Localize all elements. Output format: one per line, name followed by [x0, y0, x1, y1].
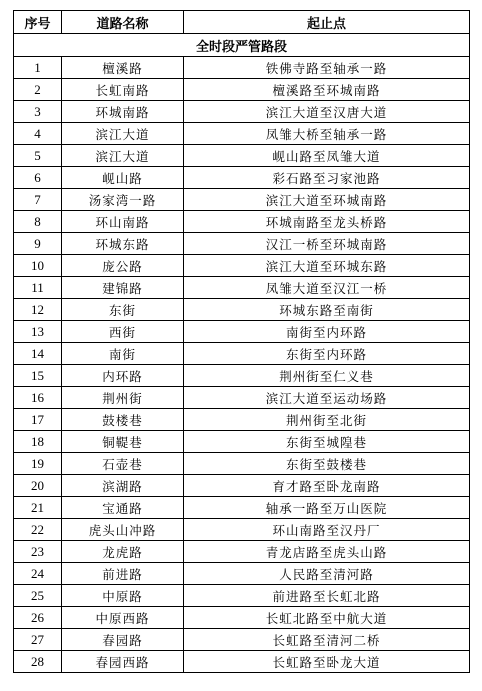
table-row	[14, 629, 470, 651]
table-row	[14, 79, 470, 101]
table-row	[14, 563, 470, 585]
road-name: 前进路	[62, 563, 184, 585]
road-name: 东街	[62, 299, 184, 321]
row-index: 26	[14, 607, 62, 629]
start-end-point: 荆州街至仁义巷	[184, 365, 470, 387]
row-index: 4	[14, 123, 62, 145]
header-index: 序号	[14, 11, 62, 34]
row-index: 8	[14, 211, 62, 233]
road-name: 南街	[62, 343, 184, 365]
start-end-point: 凤雏大道至汉江一桥	[184, 277, 470, 299]
row-index: 16	[14, 387, 62, 409]
start-end-point: 滨江大道至运动场路	[184, 387, 470, 409]
row-index: 7	[14, 189, 62, 211]
table-row	[14, 409, 470, 431]
road-name: 鼓楼巷	[62, 409, 184, 431]
row-index: 12	[14, 299, 62, 321]
start-end-point: 长虹北路至中航大道	[184, 607, 470, 629]
table-row	[14, 145, 470, 167]
table-row	[14, 321, 470, 343]
road-name: 滨江大道	[62, 123, 184, 145]
row-index: 27	[14, 629, 62, 651]
row-index: 19	[14, 453, 62, 475]
start-end-point: 人民路至清河路	[184, 563, 470, 585]
road-name: 宝通路	[62, 497, 184, 519]
table-row	[14, 519, 470, 541]
start-end-point: 南街至内环路	[184, 321, 470, 343]
row-index: 25	[14, 585, 62, 607]
row-index: 5	[14, 145, 62, 167]
row-index: 21	[14, 497, 62, 519]
start-end-point: 前进路至长虹北路	[184, 585, 470, 607]
road-name: 檀溪路	[62, 57, 184, 79]
row-index: 15	[14, 365, 62, 387]
road-name: 内环路	[62, 365, 184, 387]
row-index: 22	[14, 519, 62, 541]
row-index: 23	[14, 541, 62, 563]
start-end-point: 东街至内环路	[184, 343, 470, 365]
road-name: 滨湖路	[62, 475, 184, 497]
table-body	[14, 57, 470, 673]
start-end-point: 青龙店路至虎头山路	[184, 541, 470, 563]
table-row	[14, 607, 470, 629]
start-end-point: 汉江一桥至环城南路	[184, 233, 470, 255]
road-name: 长虹南路	[62, 79, 184, 101]
start-end-point: 长虹路至卧龙大道	[184, 651, 470, 673]
section-row	[14, 34, 470, 57]
start-end-point: 岘山路至凤雏大道	[184, 145, 470, 167]
row-index: 14	[14, 343, 62, 365]
start-end-point: 檀溪路至环城南路	[184, 79, 470, 101]
table-row	[14, 167, 470, 189]
table-row	[14, 277, 470, 299]
row-index: 20	[14, 475, 62, 497]
header-row	[14, 11, 470, 34]
road-name: 中原路	[62, 585, 184, 607]
row-index: 13	[14, 321, 62, 343]
row-index: 28	[14, 651, 62, 673]
start-end-point: 凤雏大桥至轴承一路	[184, 123, 470, 145]
road-name: 西街	[62, 321, 184, 343]
start-end-point: 东街至鼓楼巷	[184, 453, 470, 475]
road-name: 滨江大道	[62, 145, 184, 167]
start-end-point: 滨江大道至汉唐大道	[184, 101, 470, 123]
road-name: 建锦路	[62, 277, 184, 299]
start-end-point: 铁佛寺路至轴承一路	[184, 57, 470, 79]
header-start-end: 起止点	[184, 11, 470, 34]
table-row	[14, 497, 470, 519]
road-name: 庞公路	[62, 255, 184, 277]
start-end-point: 滨江大道至环城东路	[184, 255, 470, 277]
section-header	[14, 34, 470, 57]
table-row	[14, 123, 470, 145]
row-index: 10	[14, 255, 62, 277]
road-name: 石壶巷	[62, 453, 184, 475]
row-index: 3	[14, 101, 62, 123]
table-row	[14, 431, 470, 453]
row-index: 11	[14, 277, 62, 299]
start-end-point: 育才路至卧龙南路	[184, 475, 470, 497]
start-end-point: 荆州街至北街	[184, 409, 470, 431]
row-index: 9	[14, 233, 62, 255]
road-name: 春园路	[62, 629, 184, 651]
row-index: 2	[14, 79, 62, 101]
start-end-point: 长虹路至清河二桥	[184, 629, 470, 651]
table-header	[14, 11, 470, 34]
row-index: 6	[14, 167, 62, 189]
table-row	[14, 541, 470, 563]
table-row	[14, 343, 470, 365]
start-end-point: 环山南路至汉丹厂	[184, 519, 470, 541]
road-name: 环山南路	[62, 211, 184, 233]
table-row	[14, 475, 470, 497]
road-name: 环城东路	[62, 233, 184, 255]
table-row	[14, 57, 470, 79]
road-name: 虎头山冲路	[62, 519, 184, 541]
road-table-sheet	[13, 10, 469, 673]
table-row	[14, 651, 470, 673]
table-row	[14, 453, 470, 475]
road-name: 环城南路	[62, 101, 184, 123]
row-index: 18	[14, 431, 62, 453]
section-title: 全时段严管路段	[14, 34, 470, 57]
road-name: 铜鞮巷	[62, 431, 184, 453]
start-end-point: 轴承一路至万山医院	[184, 497, 470, 519]
table-row	[14, 255, 470, 277]
table-row	[14, 101, 470, 123]
road-name: 汤家湾一路	[62, 189, 184, 211]
table-row	[14, 299, 470, 321]
table-row	[14, 365, 470, 387]
road-name: 龙虎路	[62, 541, 184, 563]
table-row	[14, 387, 470, 409]
table-row	[14, 233, 470, 255]
strict-control-road-table	[13, 10, 470, 673]
start-end-point: 东街至城隍巷	[184, 431, 470, 453]
table-row	[14, 189, 470, 211]
table-row	[14, 585, 470, 607]
header-road-name: 道路名称	[62, 11, 184, 34]
road-name: 岘山路	[62, 167, 184, 189]
start-end-point: 环城南路至龙头桥路	[184, 211, 470, 233]
start-end-point: 彩石路至习家池路	[184, 167, 470, 189]
row-index: 1	[14, 57, 62, 79]
start-end-point: 滨江大道至环城南路	[184, 189, 470, 211]
road-name: 荆州街	[62, 387, 184, 409]
row-index: 24	[14, 563, 62, 585]
road-name: 春园西路	[62, 651, 184, 673]
table-row	[14, 211, 470, 233]
start-end-point: 环城东路至南街	[184, 299, 470, 321]
row-index: 17	[14, 409, 62, 431]
road-name: 中原西路	[62, 607, 184, 629]
